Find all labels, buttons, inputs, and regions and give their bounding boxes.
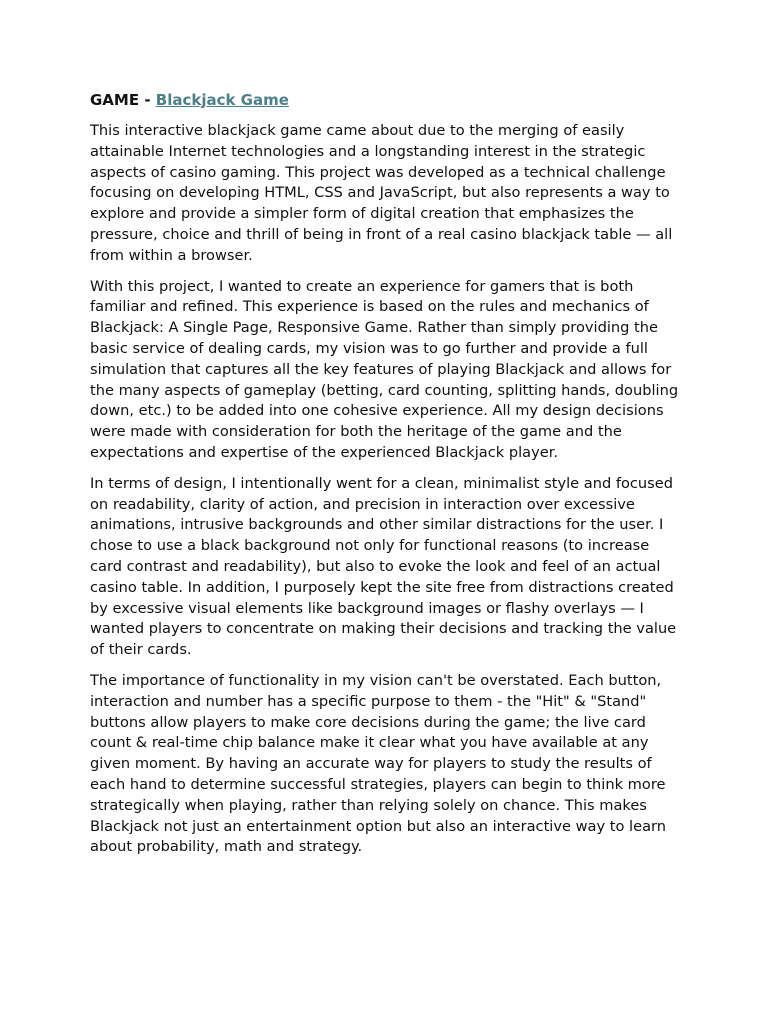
article-body	[90, 90, 680, 868]
paragraph-design: In terms of design, I intentionally went for a clean, minimalist style and focused on readability, clarity of action, and precision in interaction over excessive animations, intrusive backgrounds and other similar distractions for the user. I chose to use a black background not only for functional reasons (to increase card contrast and readability), but also to evoke the look and feel of an actual casino table. In addition, I purposely kept the site free from distractions created by excessive visual elements like background images or flashy overlays — I wanted players to concentrate on making their decisions and tracking the value of their cards.	[90, 474, 677, 659]
blackjack-game-link[interactable]: Blackjack Game	[155, 91, 289, 109]
paragraph-experience: With this project, I wanted to create an experience for gamers that is both familiar and refined. This experience is based on the rules and mechanics of Blackjack: A Single Page, Responsive Game. Rather than simply providing the basic service of dealing cards, my vision was to go further and provide a full simulation that captures all the key features of playing Blackjack and allows for the many aspects of gameplay (betting, card counting, splitting hands, doubling down, etc.) to be added into one cohesive experience. All my design decisions were made with consideration for both the heritage of the game and the expectations and expertise of the experienced Blackjack player.	[90, 277, 679, 461]
paragraph-intro: This interactive blackjack game came about due to the merging of easily attainable Internet technologies and a longstanding interest in the strategic aspects of casino gaming. This project was developed as a technical challenge focusing on developing HTML, CSS and JavaScript, but also represents a way to explore and provide a simpler form of digital creation that emphasizes the pressure, choice and thrill of being in front of a real casino blackjack table — all from within a browser.	[90, 122, 673, 264]
heading-prefix: GAME -	[90, 91, 156, 109]
section-heading	[90, 90, 680, 111]
paragraph-functionality: The importance of functionality in my vision can't be overstated. Each button, interaction and number has a specific purpose to them - the "Hit" & "Stand" buttons allow players to make core decisions during the game; the live card count & real-time chip balance make it clear what you have available at any given moment. By having an accurate way for players to study the results of each hand to determine successful strategies, players can begin to think more strategically when playing, rather than relying solely on chance. This makes Blackjack not just an entertainment option but also an interactive way to learn about probability, math and strategy.	[90, 671, 667, 856]
